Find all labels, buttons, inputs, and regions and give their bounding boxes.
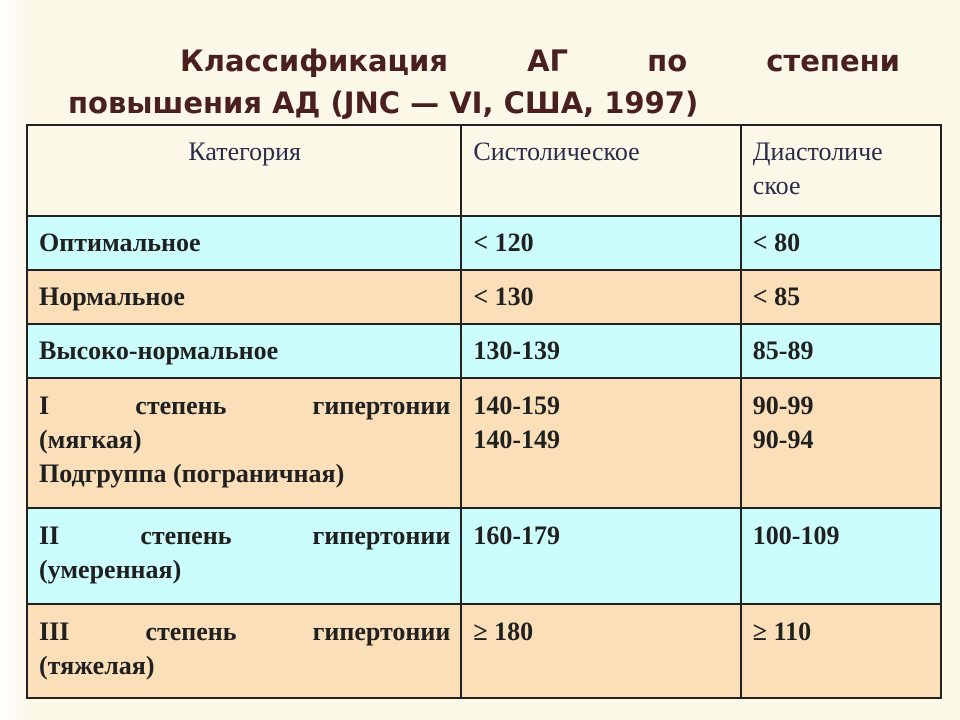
systolic-value: 140-159 [473, 391, 561, 420]
table-row [27, 324, 941, 378]
row-diastolic [741, 378, 941, 508]
table-header-row [27, 125, 941, 216]
row-systolic: 160-179 [461, 508, 740, 604]
table-row [27, 508, 941, 604]
row-category [27, 508, 461, 604]
header-diastolic-part1: Диастоличе [752, 137, 883, 166]
table-row [27, 604, 941, 698]
title-word: по [647, 44, 688, 78]
table-row [27, 270, 941, 324]
row-category: Нормальное [27, 270, 461, 324]
header-category: Категория [27, 125, 461, 216]
row-systolic: < 120 [461, 216, 740, 270]
header-systolic: Систолическое [461, 125, 740, 216]
category-line-2: (мягкая) [39, 425, 142, 454]
category-line-1 [39, 389, 450, 423]
category-line-1 [39, 519, 450, 553]
row-systolic: < 130 [461, 270, 740, 324]
title-line-1 [68, 40, 900, 82]
diastolic-value: 90-94 [752, 425, 814, 454]
category-line-2: (умеренная) [39, 555, 182, 584]
slide-title [68, 40, 900, 124]
row-category: Высоко-нормальное [27, 324, 461, 378]
title-word: АГ [527, 44, 569, 78]
row-diastolic: 85-89 [741, 324, 941, 378]
systolic-value: 140-149 [473, 425, 561, 454]
bp-classification-table [26, 124, 942, 699]
table-row [27, 378, 941, 508]
row-diastolic: < 80 [741, 216, 941, 270]
category-line-1 [39, 615, 450, 649]
category-word: гипертонии [312, 391, 451, 420]
title-line-2: повышения АД (JNC — VI, США, 1997) [68, 86, 699, 120]
category-word: II [39, 521, 60, 550]
category-word: I [39, 391, 50, 420]
row-diastolic: ≥ 110 [741, 604, 941, 698]
category-line-3: Подгруппа (пограничная) [39, 459, 345, 488]
row-category [27, 604, 461, 698]
category-word: III [39, 617, 70, 646]
category-line-2: (тяжелая) [39, 651, 155, 680]
table-row [27, 216, 941, 270]
row-systolic: ≥ 180 [461, 604, 740, 698]
title-word: степени [766, 44, 900, 78]
header-diastolic-part2: ское [752, 171, 801, 200]
row-category [27, 378, 461, 508]
row-systolic [461, 378, 740, 508]
category-word: степень [145, 617, 237, 646]
title-word: Классификация [180, 44, 448, 78]
diastolic-value: 90-99 [752, 391, 814, 420]
row-diastolic: 100-109 [741, 508, 941, 604]
header-diastolic [741, 125, 941, 216]
row-diastolic: < 85 [741, 270, 941, 324]
row-category: Оптимальное [27, 216, 461, 270]
row-systolic: 130-139 [461, 324, 740, 378]
category-word: гипертонии [312, 521, 451, 550]
category-word: степень [140, 521, 232, 550]
category-word: гипертонии [312, 617, 451, 646]
category-word: степень [135, 391, 227, 420]
